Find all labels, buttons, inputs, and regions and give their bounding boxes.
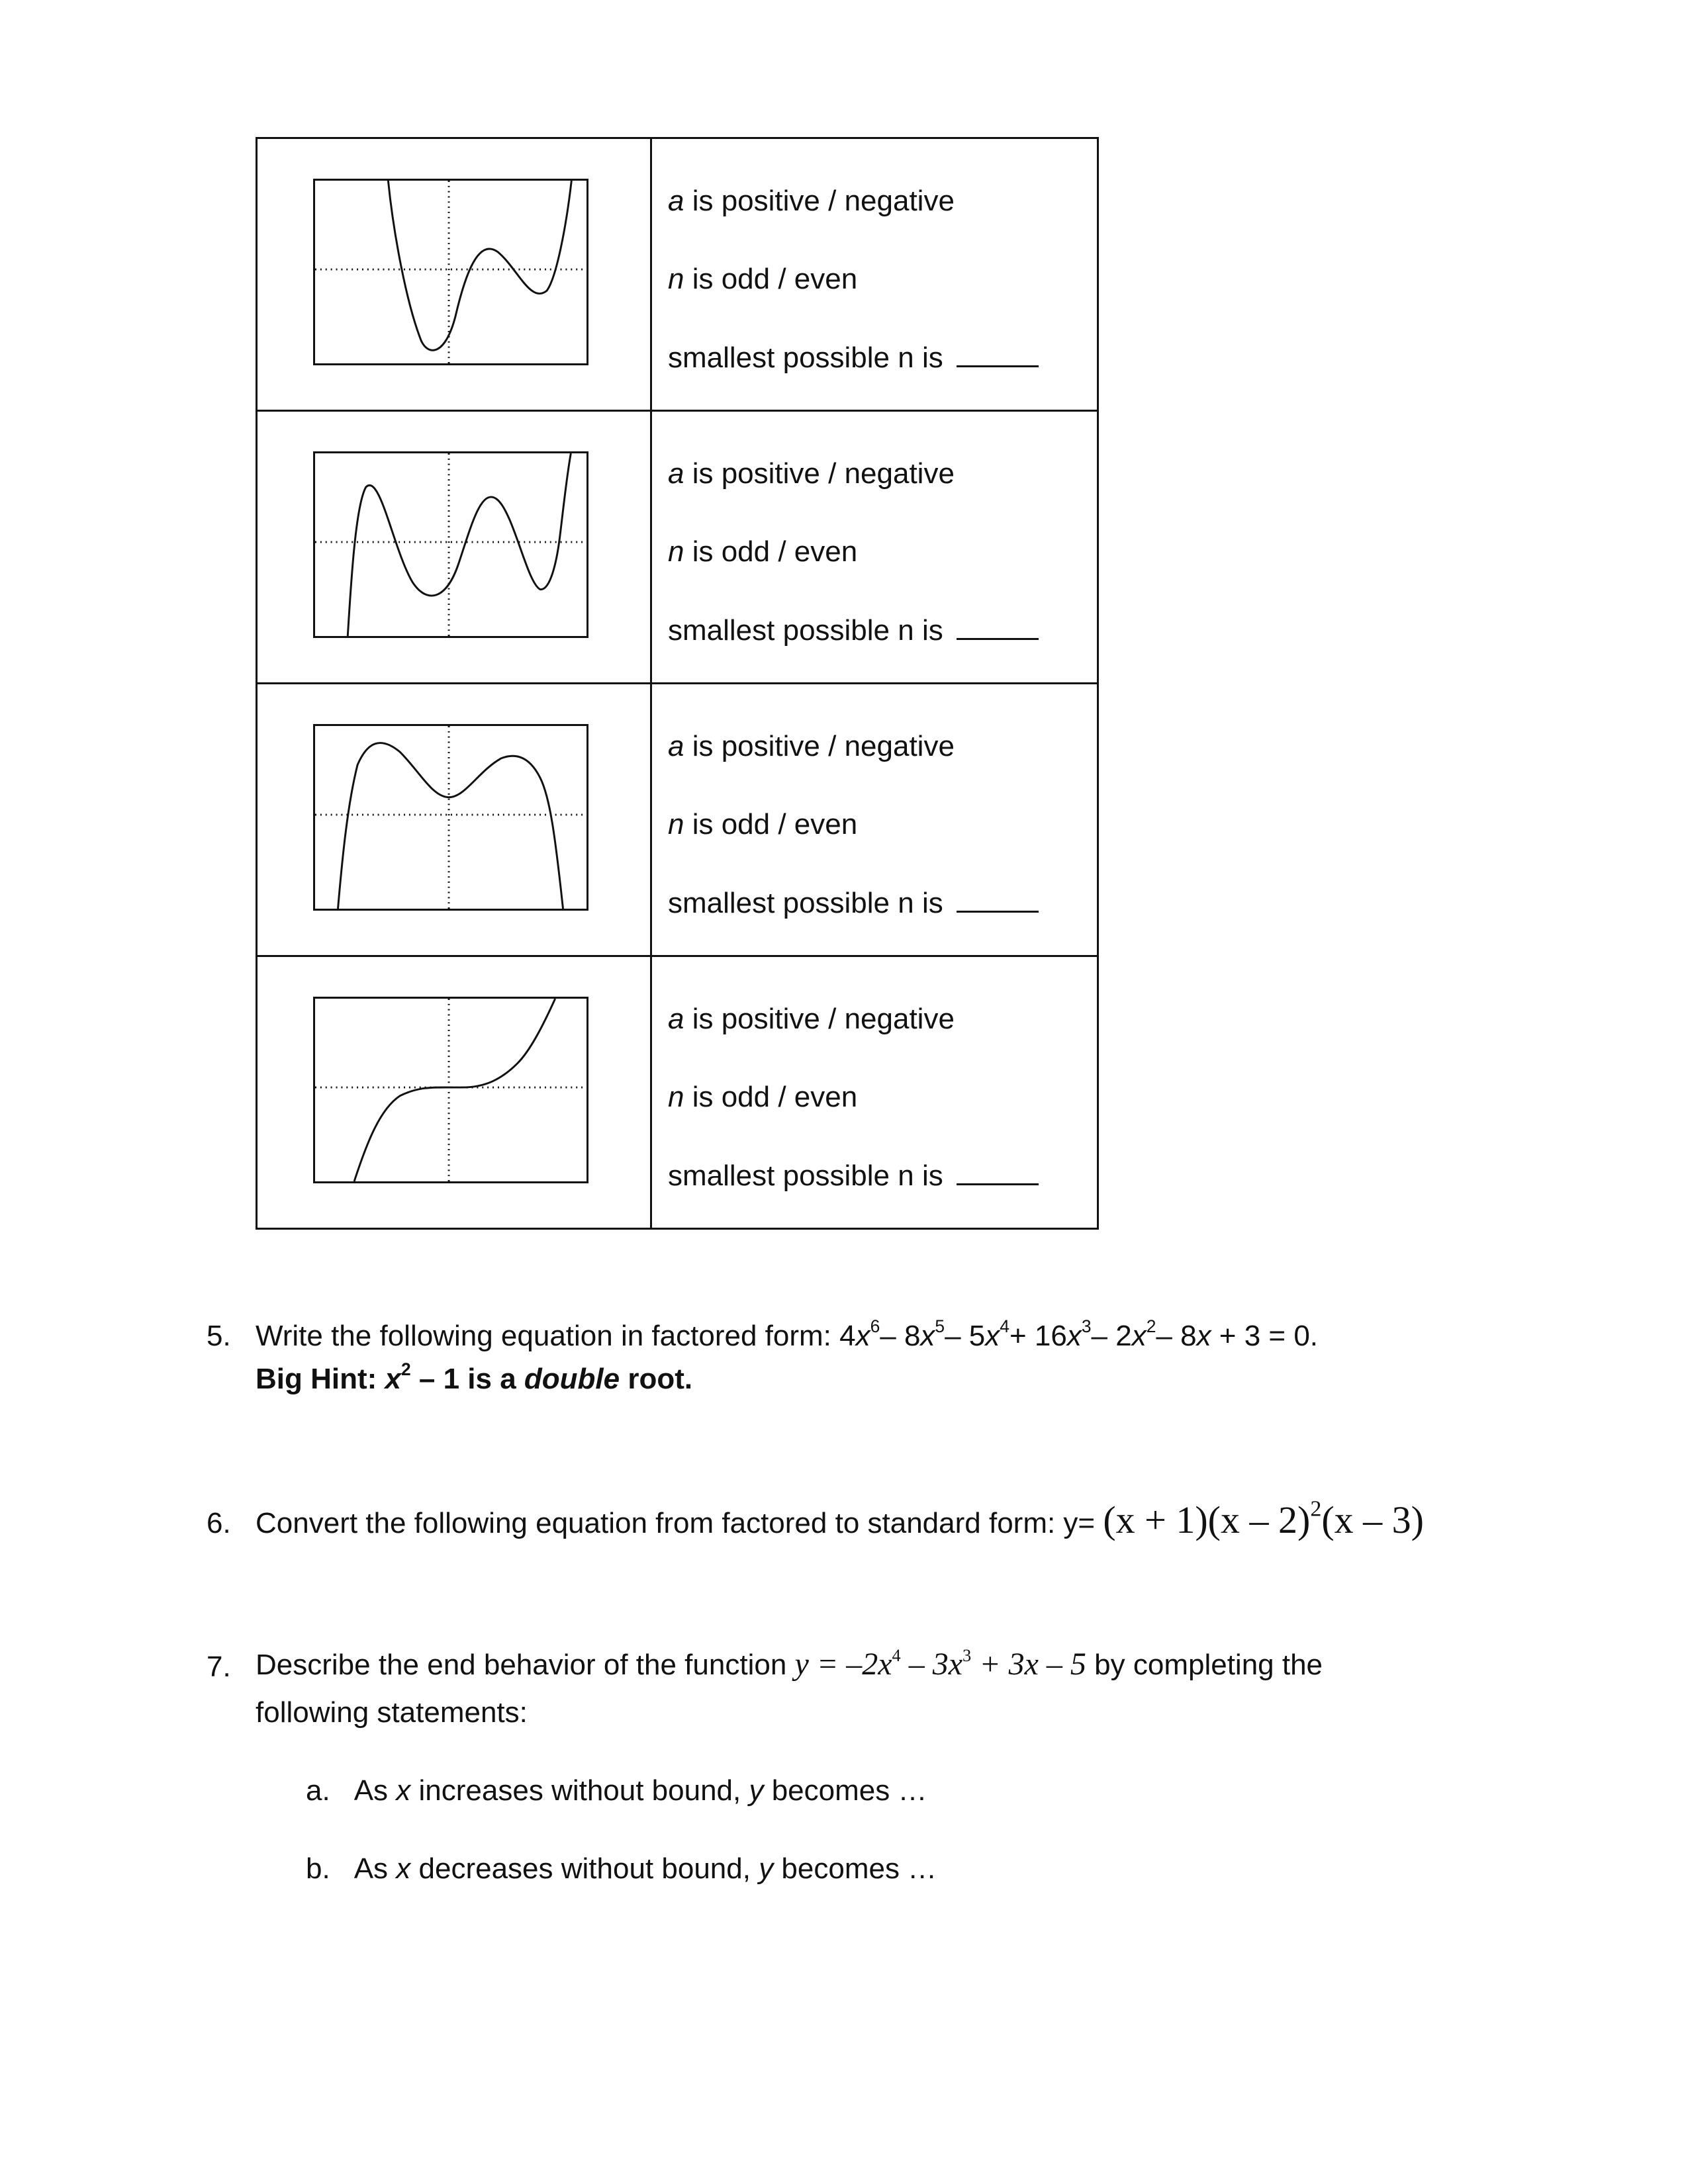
question-5-text — [256, 1316, 1319, 1354]
hint-var: x — [385, 1363, 401, 1395]
function-exponent: 4 — [892, 1645, 901, 1666]
function-equation-part: y = –2x — [794, 1647, 892, 1682]
n-label: n — [668, 263, 684, 295]
function-equation-part: + 3x – 5 — [971, 1647, 1086, 1682]
question-cell — [651, 411, 1098, 684]
graph-cell — [257, 956, 651, 1229]
a-sign-question — [668, 732, 955, 761]
table-row — [257, 684, 1098, 956]
a-label: a — [668, 1003, 684, 1035]
question-cell — [651, 956, 1098, 1229]
smallest-n-question — [668, 343, 1039, 373]
a-options[interactable]: is positive / negative — [684, 185, 955, 217]
eq-coef: + 16 — [1009, 1320, 1067, 1352]
n-label: n — [668, 535, 684, 568]
graph-cell — [257, 684, 651, 956]
a-label: a — [668, 185, 684, 217]
function-equation-part: – 3x — [900, 1647, 963, 1682]
statement-var: x — [396, 1774, 411, 1807]
eq-exponent: 4 — [1000, 1316, 1009, 1337]
statement-text: becomes … — [763, 1774, 927, 1807]
n-parity-question — [668, 810, 857, 839]
question-6-prompt: Convert the following equation from factored to standard form: y= — [256, 1507, 1103, 1539]
smallest-n-label: smallest possible n is — [668, 1160, 943, 1192]
statement-text: increases without bound, — [410, 1774, 749, 1807]
table-row — [257, 411, 1098, 684]
eq-exponent: 2 — [1146, 1316, 1156, 1337]
eq-exponent: 5 — [935, 1316, 945, 1337]
hint-text: – 1 is a — [410, 1363, 524, 1395]
hint-label: Big Hint: — [256, 1363, 385, 1395]
eq-exponent: 6 — [870, 1316, 880, 1337]
question-5-number: 5. — [207, 1320, 231, 1352]
question-7-text — [256, 1645, 1323, 1684]
n-parity-question — [668, 537, 857, 567]
eq-var: x — [1196, 1320, 1211, 1352]
answer-blank[interactable] — [957, 888, 1039, 913]
n-options[interactable]: is odd / even — [684, 535, 858, 568]
factored-equation-part: (x – 3) — [1321, 1498, 1424, 1541]
eq-var: x — [985, 1320, 1000, 1352]
a-options[interactable]: is positive / negative — [684, 457, 955, 490]
statement-var: y — [759, 1852, 774, 1885]
a-sign-question — [668, 187, 955, 216]
factored-equation-exponent: 2 — [1310, 1496, 1322, 1522]
answer-blank[interactable] — [957, 1161, 1039, 1185]
eq-var: x — [855, 1320, 870, 1352]
n-label: n — [668, 808, 684, 841]
graph-table — [256, 137, 1099, 1230]
question-cell — [651, 684, 1098, 956]
hint-exponent: 2 — [401, 1359, 411, 1380]
smallest-n-question — [668, 888, 1039, 918]
smallest-n-label: smallest possible n is — [668, 614, 943, 647]
question-7-number: 7. — [207, 1651, 231, 1683]
eq-end: + 3 = 0. — [1211, 1320, 1319, 1352]
n-label: n — [668, 1081, 684, 1113]
n-options[interactable]: is odd / even — [684, 1081, 858, 1113]
table-row — [257, 138, 1098, 411]
question-5-prefix: Write the following equation in factored form: 4 — [256, 1320, 856, 1352]
hint-double: double — [524, 1363, 620, 1395]
hint-end: root. — [620, 1363, 693, 1395]
answer-blank[interactable] — [957, 615, 1039, 640]
smallest-n-question — [668, 615, 1039, 645]
function-exponent: 3 — [962, 1645, 972, 1666]
statement-a — [306, 1774, 927, 1809]
n-parity-question — [668, 1083, 857, 1112]
a-label: a — [668, 730, 684, 762]
quartic-negative-graph — [313, 724, 588, 911]
statement-text: becomes … — [773, 1852, 937, 1885]
a-sign-question — [668, 1005, 955, 1034]
statement-text: decreases without bound, — [410, 1852, 759, 1885]
statement-b — [306, 1852, 937, 1887]
eq-var: x — [1066, 1320, 1082, 1352]
graph-cell — [257, 138, 651, 411]
smallest-n-label: smallest possible n is — [668, 341, 943, 374]
question-7-continuation: following statements: — [256, 1696, 528, 1729]
a-label: a — [668, 457, 684, 490]
question-6-number: 6. — [207, 1507, 231, 1539]
n-parity-question — [668, 265, 857, 294]
statement-var: x — [396, 1852, 411, 1885]
smallest-n-label: smallest possible n is — [668, 887, 943, 919]
eq-var: x — [1131, 1320, 1147, 1352]
a-options[interactable]: is positive / negative — [684, 730, 955, 762]
statement-var: y — [749, 1774, 764, 1807]
statement-text: As — [353, 1774, 397, 1807]
quintic-positive-graph — [313, 451, 588, 638]
eq-var: x — [920, 1320, 935, 1352]
a-options[interactable]: is positive / negative — [684, 1003, 955, 1035]
question-6-text — [256, 1497, 1424, 1543]
statement-marker: a. — [306, 1774, 330, 1807]
smallest-n-question — [668, 1161, 1039, 1191]
statement-text: As — [353, 1852, 397, 1885]
n-options[interactable]: is odd / even — [684, 263, 858, 295]
eq-coef: – 8 — [880, 1320, 921, 1352]
question-5-hint — [256, 1359, 693, 1397]
eq-coef: – 5 — [945, 1320, 986, 1352]
question-7-prompt-end: by completing the — [1086, 1649, 1323, 1681]
table-row — [257, 956, 1098, 1229]
a-sign-question — [668, 459, 955, 488]
eq-exponent: 3 — [1081, 1316, 1092, 1337]
question-7-prompt: Describe the end behavior of the function — [256, 1649, 795, 1681]
quartic-positive-graph — [313, 179, 588, 365]
eq-coef: – 2 — [1091, 1320, 1132, 1352]
cubic-flat-graph — [313, 997, 588, 1183]
eq-coef: – 8 — [1156, 1320, 1197, 1352]
answer-blank[interactable] — [957, 343, 1039, 367]
question-cell — [651, 138, 1098, 411]
statement-marker: b. — [306, 1852, 330, 1885]
n-options[interactable]: is odd / even — [684, 808, 858, 841]
graph-cell — [257, 411, 651, 684]
factored-equation-part: (x + 1)(x – 2) — [1103, 1498, 1311, 1541]
